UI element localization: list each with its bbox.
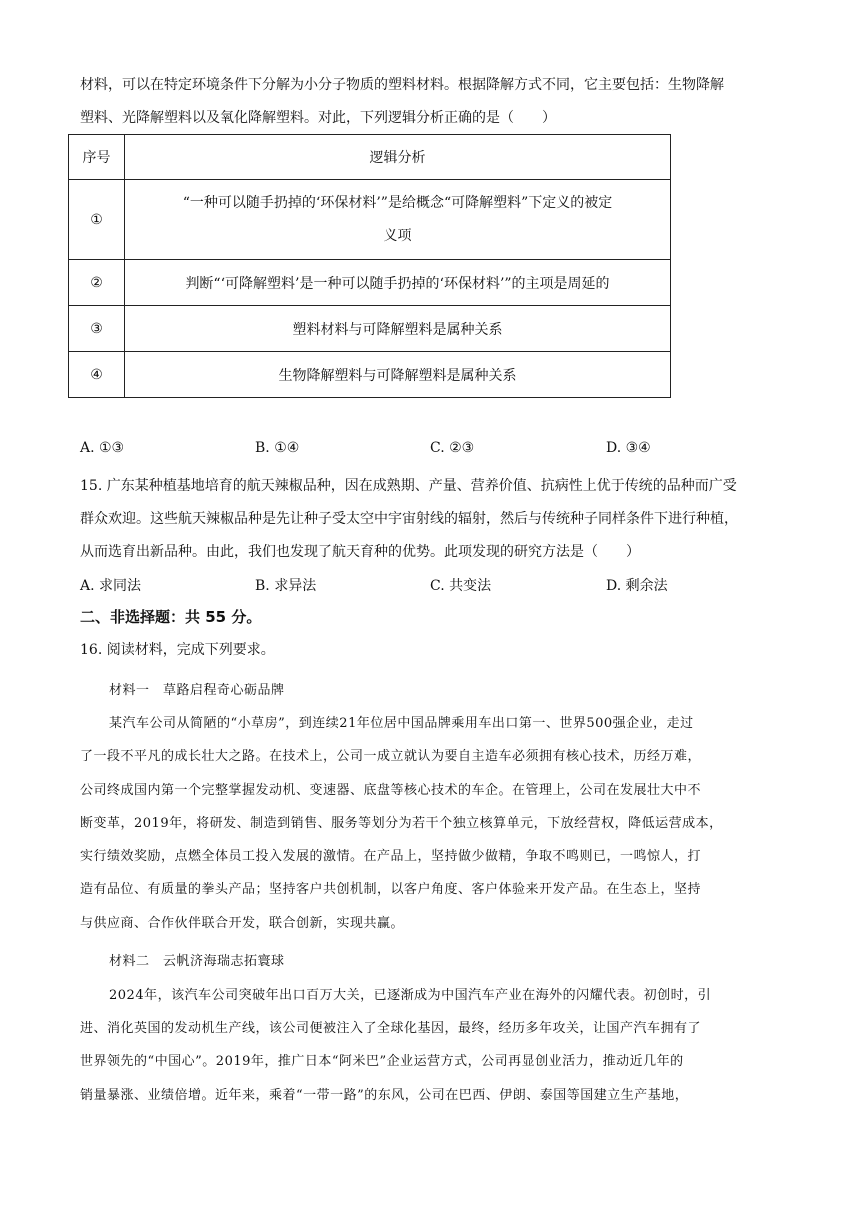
- q15-line: 群众欢迎。这些航天辣椒品种是先让种子受太空中宇宙射线的辐射，然后与传统种子同样条件下进行种植，: [80, 511, 738, 527]
- row-text: 判断“‘可降解塑料’是一种可以随手扔掉的‘环保材料’”的主项是周延的: [125, 260, 671, 306]
- option-a: A. 求同法: [80, 578, 142, 594]
- row-text: [125, 180, 671, 260]
- table-row: [69, 352, 671, 398]
- option-b: B. ①④: [255, 440, 300, 456]
- table-row: [69, 306, 671, 352]
- logic-analysis-table: [68, 134, 671, 398]
- option-b: B. 求异法: [255, 578, 317, 594]
- option-d: D. 剩余法: [606, 578, 668, 594]
- intro-line: 材料，可以在特定环境条件下分解为小分子物质的塑料材料。根据降解方式不同，它主要包括：生物降解: [80, 77, 724, 93]
- material2-line: 进、消化英国的发动机生产线，该公司便被注入了全球化基因，最终，经历多年攻关，让国产汽车拥有了: [80, 1021, 702, 1036]
- material2-line: 销量暴涨、业绩倍增。近年来，乘着“一带一路”的东风，公司在巴西、伊朗、泰国等国建立生产基地，: [80, 1088, 689, 1103]
- row-number: ②: [69, 260, 125, 306]
- table-row: [69, 260, 671, 306]
- table-header-row: [69, 135, 671, 180]
- material2-line: 世界领先的“中国心”。2019年，推广日本“阿米巴”企业运营方式，公司再显创业活力，推动近几年的: [80, 1054, 684, 1069]
- row-text: 生物降解塑料与可降解塑料是属种关系: [125, 352, 671, 398]
- option-a: A. ①③: [80, 440, 125, 456]
- material1-line: 断变革，2019年，将研发、制造到销售、服务等划分为若干个独立核算单元，下放经营权，降低运营成本，: [80, 816, 723, 831]
- row-number: ③: [69, 306, 125, 352]
- row-text-line: “一种可以随手扔掉的‘环保材料’”是给概念“可降解塑料”下定义的被定: [182, 194, 613, 211]
- table-header-cell: 序号: [69, 135, 125, 180]
- intro-line: 塑料、光降解塑料以及氧化降解塑料。对此，下列逻辑分析正确的是（ ）: [80, 110, 556, 126]
- material1-line: 某汽车公司从简陋的“小草房”，到连续21年位居中国品牌乘用车出口第一、世界500强企业，走过: [109, 716, 694, 731]
- row-text: 塑料材料与可降解塑料是属种关系: [125, 306, 671, 352]
- material1-line: 了一段不平凡的成长壮大之路。在技术上，公司一成立就认为要自主造车必须拥有核心技术，历经万难，: [80, 749, 702, 764]
- material1-line: 与供应商、合作伙伴联合开发，联合创新，实现共赢。: [80, 916, 405, 931]
- material2-title: 材料二 云帆济海瑞志拓寰球: [109, 954, 285, 969]
- material1-title: 材料一 草路启程奇心砺品牌: [109, 683, 285, 698]
- row-text-line: 义项: [383, 227, 412, 244]
- q15-line: 从而选育出新品种。由此，我们也发现了航天育种的优势。此项发现的研究方法是（ ）: [80, 544, 640, 560]
- material1-line: 造有品位、有质量的拳头产品；坚持客户共创机制，以客户角度、客户体验来开发产品。在生态上，坚持: [80, 882, 702, 897]
- material2-line: 2024年，该汽车公司突破年出口百万大关，已逐渐成为中国汽车产业在海外的闪耀代表。初创时，引: [109, 988, 712, 1003]
- table-header-cell: 逻辑分析: [125, 135, 671, 180]
- table-row: [69, 180, 671, 260]
- material1-line: 公司终成国内第一个完整掌握发动机、变速器、底盘等核心技术的车企。在管理上，公司在发展壮大中不: [80, 783, 702, 798]
- row-number: ①: [69, 180, 125, 260]
- q16-prompt: 16. 阅读材料，完成下列要求。: [80, 642, 275, 658]
- option-c: C. ②③: [430, 440, 475, 456]
- material1-line: 实行绩效奖励，点燃全体员工投入发展的激情。在产品上，坚持做少做精，争取不鸣则已，一鸣惊人，打: [80, 849, 702, 864]
- option-d: D. ③④: [606, 440, 651, 456]
- section-heading: 二、非选择题：共 55 分。: [80, 608, 262, 626]
- row-number: ④: [69, 352, 125, 398]
- q15-line: 15. 广东某种植基地培育的航天辣椒品种，因在成熟期、产量、营养价值、抗病性上优于传统的品种而广受: [80, 478, 737, 494]
- option-c: C. 共变法: [430, 578, 492, 594]
